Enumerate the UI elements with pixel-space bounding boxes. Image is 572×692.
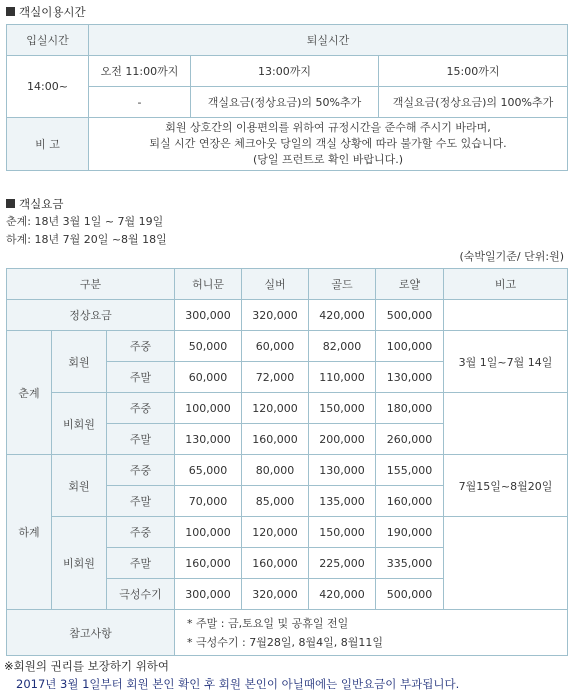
rate-cell: 420,000 — [309, 579, 376, 610]
rate-cell: 130,000 — [175, 424, 242, 455]
notes-header: 참고사항 — [7, 610, 175, 656]
season-spring-label: 춘계 — [7, 331, 52, 455]
rate-cell: 300,000 — [175, 579, 242, 610]
checkout-header: 퇴실시간 — [89, 25, 568, 56]
rate-cell: 50,000 — [175, 331, 242, 362]
rate-note-empty — [444, 300, 568, 331]
weekday-label: 주중 — [107, 455, 175, 486]
rate-cell: 110,000 — [309, 362, 376, 393]
notes-line: * 극성수기 : 7월28일, 8월4일, 8월11일 — [187, 635, 383, 649]
rate-note-empty — [444, 393, 568, 455]
member-label: 회원 — [52, 455, 107, 517]
season-summer-label: 하계 — [7, 455, 52, 610]
rate-cell: 82,000 — [309, 331, 376, 362]
peak-season-label: 극성수기 — [107, 579, 175, 610]
remark-header: 비 고 — [7, 118, 89, 171]
checkout-option: 오전 11:00까지 — [89, 56, 191, 87]
rate-cell: 420,000 — [309, 300, 376, 331]
checkin-time: 14:00~ — [7, 56, 89, 118]
rate-cell: 320,000 — [242, 579, 309, 610]
rate-cell: 155,000 — [376, 455, 444, 486]
remark-line: 회원 상호간의 이용편의를 위하여 규정시간을 준수해 주시기 바라며, — [165, 121, 491, 134]
rate-cell: 72,000 — [242, 362, 309, 393]
rate-cell: 130,000 — [376, 362, 444, 393]
rate-cell: 150,000 — [309, 393, 376, 424]
square-bullet-icon — [6, 199, 15, 208]
rate-cell: 65,000 — [175, 455, 242, 486]
rate-cell: 190,000 — [376, 517, 444, 548]
rate-cell: 200,000 — [309, 424, 376, 455]
rate-note-empty — [444, 517, 568, 610]
normal-rate-label: 정상요금 — [7, 300, 175, 331]
square-bullet-icon — [6, 7, 15, 16]
rate-cell: 160,000 — [242, 548, 309, 579]
rate-cell: 60,000 — [175, 362, 242, 393]
rate-cell: 180,000 — [376, 393, 444, 424]
summer-period-note: 7월15일~8월20일 — [444, 455, 568, 517]
rate-cell: 100,000 — [175, 393, 242, 424]
remark-line: (당일 프런트로 확인 바랍니다.) — [252, 153, 404, 166]
rate-cell: 150,000 — [309, 517, 376, 548]
remark-text — [89, 118, 568, 171]
rate-cell: 320,000 — [242, 300, 309, 331]
weekend-label: 주말 — [107, 486, 175, 517]
rate-cell: 120,000 — [242, 393, 309, 424]
header-remarks: 비고 — [444, 269, 568, 300]
rate-cell: 135,000 — [309, 486, 376, 517]
rate-cell: 100,000 — [175, 517, 242, 548]
usage-time-table — [6, 24, 568, 171]
weekend-label: 주말 — [107, 362, 175, 393]
rate-cell: 260,000 — [376, 424, 444, 455]
checkout-charge: - — [89, 87, 191, 118]
section-title-room-rates — [6, 196, 63, 212]
rate-cell: 70,000 — [175, 486, 242, 517]
section-title-text: 객실이용시간 — [19, 5, 86, 19]
checkin-header: 입실시간 — [7, 25, 89, 56]
notes-line: * 주말 : 금,토요일 및 공휴일 전일 — [187, 616, 349, 630]
rate-cell: 120,000 — [242, 517, 309, 548]
room-rates-table — [6, 268, 568, 656]
header-royal: 로얄 — [376, 269, 444, 300]
weekday-label: 주중 — [107, 331, 175, 362]
footer-notice-text: 2017년 3월 1일부터 회원 본인 확인 후 회원 본인이 아닐때에는 일반요금이 부과됩니다. — [16, 677, 460, 691]
season-spring-line: 춘계: 18년 3월 1일 ~ 7월 19일 — [6, 215, 164, 228]
weekday-label: 주중 — [107, 517, 175, 548]
rate-cell: 85,000 — [242, 486, 309, 517]
rate-cell: 500,000 — [376, 579, 444, 610]
section-title-usage-time — [6, 4, 86, 20]
rate-cell: 60,000 — [242, 331, 309, 362]
weekday-label: 주중 — [107, 393, 175, 424]
rate-cell: 300,000 — [175, 300, 242, 331]
notes-text — [175, 610, 568, 656]
member-label: 회원 — [52, 331, 107, 393]
rate-cell: 225,000 — [309, 548, 376, 579]
header-honeymoon: 허니문 — [175, 269, 242, 300]
rate-cell: 160,000 — [242, 424, 309, 455]
weekend-label: 주말 — [107, 424, 175, 455]
header-gold: 골드 — [309, 269, 376, 300]
weekend-label: 주말 — [107, 548, 175, 579]
rate-cell: 335,000 — [376, 548, 444, 579]
rate-cell: 500,000 — [376, 300, 444, 331]
checkout-option: 15:00까지 — [379, 56, 568, 87]
rate-cell: 130,000 — [309, 455, 376, 486]
nonmember-label: 비회원 — [52, 517, 107, 610]
unit-note: (숙박일기준/ 단위:원) — [459, 250, 564, 263]
rate-cell: 100,000 — [376, 331, 444, 362]
checkout-charge: 객실요금(정상요금)의 100%추가 — [379, 87, 568, 118]
remark-line: 퇴실 시간 연장은 체크아웃 당일의 객실 상황에 따라 불가할 수도 있습니다. — [149, 137, 507, 150]
checkout-charge: 객실요금(정상요금)의 50%추가 — [191, 87, 379, 118]
rate-cell: 160,000 — [376, 486, 444, 517]
season-summer-line: 하계: 18년 7월 20일 ~8월 18일 — [6, 233, 167, 246]
rate-cell: 160,000 — [175, 548, 242, 579]
nonmember-label: 비회원 — [52, 393, 107, 455]
rate-cell: 80,000 — [242, 455, 309, 486]
spring-period-note: 3월 1일~7월 14일 — [444, 331, 568, 393]
header-silver: 실버 — [242, 269, 309, 300]
section-title-text: 객실요금 — [19, 197, 64, 211]
header-category: 구분 — [7, 269, 175, 300]
footer-notice-title: ※회원의 권리를 보장하기 위하여 — [4, 659, 170, 673]
checkout-option: 13:00까지 — [191, 56, 379, 87]
